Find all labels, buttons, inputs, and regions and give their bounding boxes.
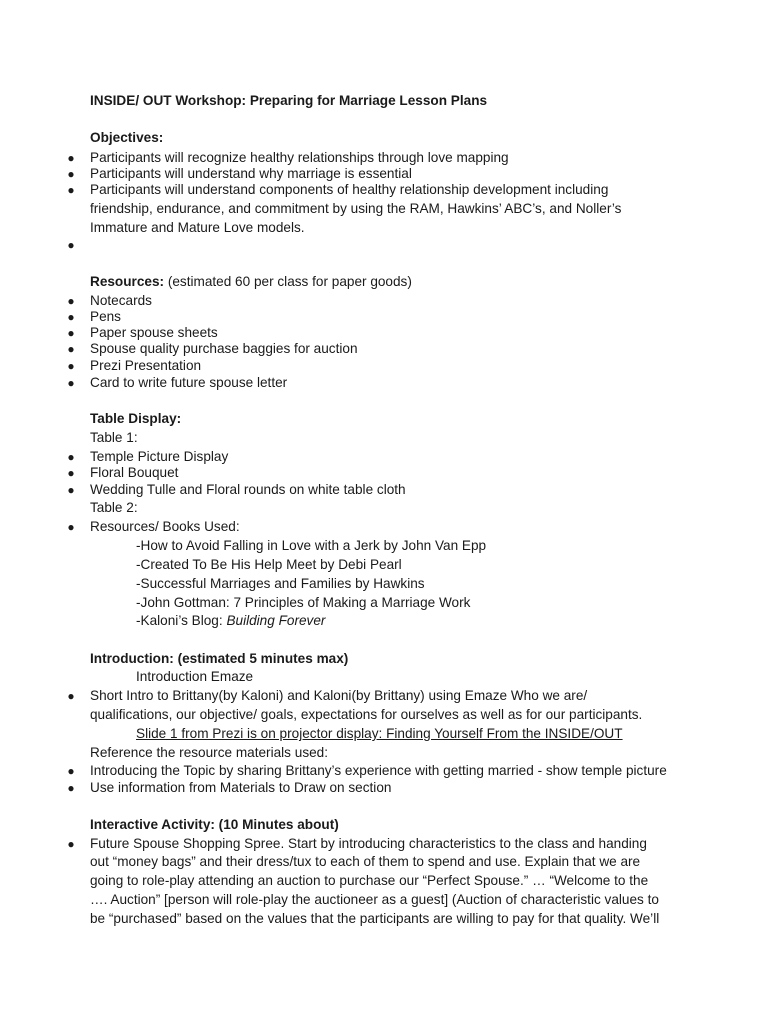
objective-item: Participants will understand why marriage is essential [90,166,412,181]
resources-heading-line [90,273,412,291]
objective-item: Participants will recognize healthy relationships through love mapping [90,150,509,165]
reference-note: Reference the resource materials used: [90,745,329,760]
interactive-line: out “money bags” and their dress/tux to each of them to spend and use. Explain that we are [90,854,641,869]
interactive-heading: Interactive Activity: (10 Minutes about) [90,817,339,832]
table2-item: Resources/ Books Used: [90,519,240,534]
book-item: -How to Avoid Falling in Love with a Jerk by John Van Epp [136,538,487,553]
bullet-icon: ● [67,342,75,356]
bullet-icon: ● [67,450,75,464]
bullet-icon: ● [67,238,75,252]
bullet-icon: ● [67,326,75,340]
resource-item: Card to write future spouse letter [90,375,288,390]
blog-title: Building Forever [226,613,326,628]
resource-item: Paper spouse sheets [90,325,218,340]
bullet-icon: ● [67,520,75,534]
bullet-icon: ● [67,310,75,324]
bullet-icon: ● [67,359,75,373]
bullet-icon: ● [67,183,75,197]
introduction-item-continued: qualifications, our objective/ goals, expectations for ourselves as well as for our participants. [90,707,643,722]
book-item: -Successful Marriages and Families by Hawkins [136,576,425,591]
table1-label: Table 1: [90,430,138,445]
bullet-icon: ● [67,781,75,795]
book-item: -Created To Be His Help Meet by Debi Pearl [136,557,402,572]
interactive-line: Future Spouse Shopping Spree. Start by introducing characteristics to the class and handing [90,836,647,851]
introduction-item: Introducing the Topic by sharing Brittany’s experience with getting married - show temple picture [90,763,667,778]
bullet-icon: ● [67,167,75,181]
resource-item: Prezi Presentation [90,358,202,373]
document-title: INSIDE/ OUT Workshop: Preparing for Marriage Lesson Plans [90,93,488,108]
slide-note: Slide 1 from Prezi is on projector display: Finding Yourself From the INSIDE/OUT [136,726,623,741]
objective-item-continued: friendship, endurance, and commitment by using the RAM, Hawkins’ ABC’s, and Noller’s [90,201,622,216]
table2-label: Table 2: [90,500,138,515]
resources-heading: Resources: [90,274,165,289]
blog-item [136,612,325,630]
introduction-sub: Introduction Emaze [136,669,254,684]
interactive-line: going to role-play attending an auction to purchase our “Perfect Spouse.” … “Welcome to the [90,873,649,888]
resource-item: Pens [90,309,121,324]
objectives-heading: Objectives: [90,130,164,145]
bullet-icon: ● [67,764,75,778]
bullet-icon: ● [67,483,75,497]
table-display-heading: Table Display: [90,411,182,426]
bullet-icon: ● [67,376,75,390]
introduction-heading: Introduction: (estimated 5 minutes max) [90,651,349,666]
book-item: -John Gottman: 7 Principles of Making a Marriage Work [136,595,471,610]
table1-item: Temple Picture Display [90,449,229,464]
objective-item-continued: Immature and Mature Love models. [90,220,305,235]
bullet-icon: ● [67,689,75,703]
objective-item: Participants will understand components of healthy relationship development including [90,182,609,197]
resources-note: (estimated 60 per class for paper goods) [164,274,412,289]
bullet-icon: ● [67,294,75,308]
bullet-icon: ● [67,151,75,165]
introduction-item: Short Intro to Brittany(by Kaloni) and Kaloni(by Brittany) using Emaze Who we are/ [90,688,588,703]
resource-item: Notecards [90,293,152,308]
bullet-icon: ● [67,466,75,480]
table1-item: Wedding Tulle and Floral rounds on white table cloth [90,482,406,497]
blog-prefix: -Kaloni’s Blog: [136,613,227,628]
table1-item: Floral Bouquet [90,465,179,480]
resource-item: Spouse quality purchase baggies for auction [90,341,358,356]
interactive-line: be “purchased” based on the values that the participants are willing to pay for that quality. We’ll [90,911,660,926]
introduction-item: Use information from Materials to Draw on section [90,780,392,795]
interactive-line: …. Auction” [person will role-play the auctioneer as a guest] (Auction of characteristic values to [90,892,659,907]
bullet-icon: ● [67,837,75,851]
